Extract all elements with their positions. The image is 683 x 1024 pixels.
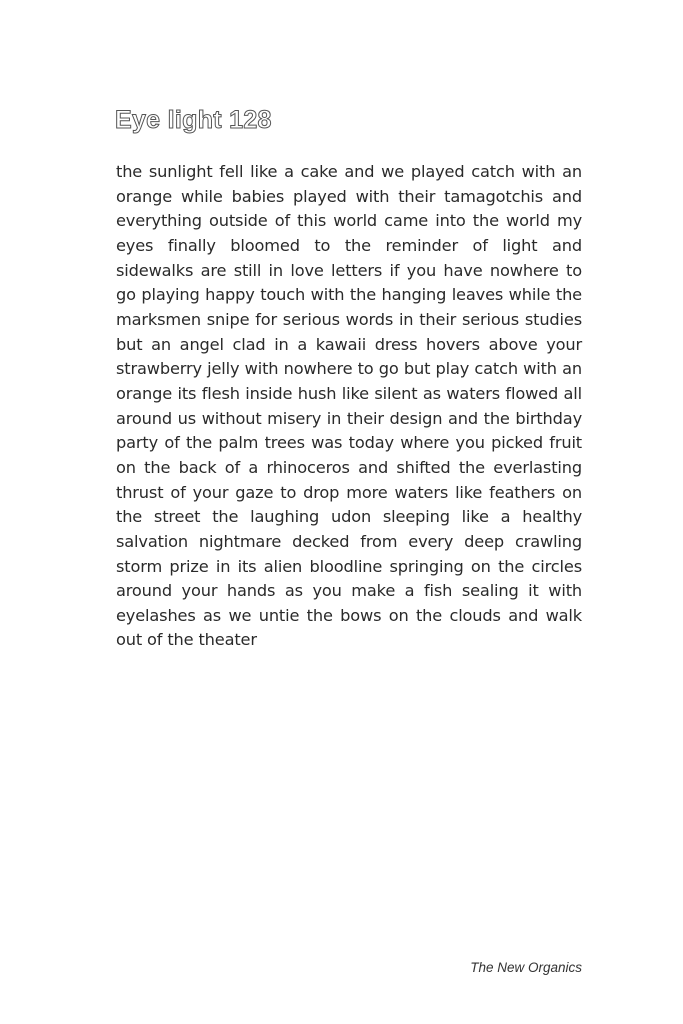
running-footer-book-title: The New Organics	[470, 960, 582, 975]
poem-body: the sunlight fell like a cake and we played catch with an orange while babies played with their tamagotchis and everything outside of this world came into the world my eyes finally bloomed to the reminder of light and sidewalks are still in love letters if you have nowhere to go playing happy touch with the hanging leaves while the marksmen snipe for serious words in their serious studies but an angel clad in a kawaii dress hovers above your strawberry jelly with nowhere to go but play catch with an orange its flesh inside hush like silent as waters flowed all around us without misery in their design and the birthday party of the palm trees was today where you picked fruit on the back of a rhinoceros and shifted the everlasting thrust of your gaze to drop more waters like feathers on the street the laughing udon sleeping like a healthy salvation nightmare decked from every deep crawling storm prize in its alien bloodline springing on the circles around your hands as you make a fish sealing it with eyelashes as we untie the bows on the clouds and walk out of the theater	[116, 162, 582, 650]
poem-title: Eye light 128	[115, 106, 272, 134]
